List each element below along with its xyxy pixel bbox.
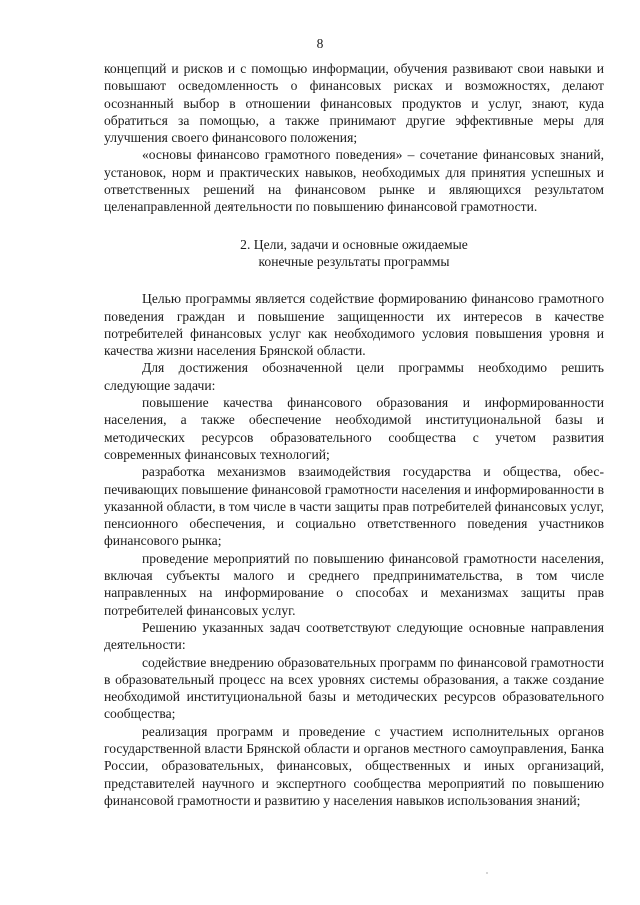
- paragraph-direction-programs: содействие внедрению образовательных программ по финансовой грамотности в образовательный процесс на всех уровнях системы образования, а также создание необходимой институциональной базы и методических ресурсов образовательного сообщества;: [104, 654, 604, 722]
- section-heading-line-1: 2. Цели, задачи и основные ожидаемые: [240, 236, 468, 252]
- paragraph-goal: Целью программы является содействие формированию финансово грамотного поведения граждан и повышение защищенности их интересов в качестве потребителей финансовых услуг как необходимого условия повышения уровня и качества жизни населения Брянской области.: [104, 291, 604, 359]
- paragraph-definition-continuation: концепций и рисков и с помощью информации, обучения развивают свои навыки и повышают осведомленность о финансовых рисках и возможностях, делают осознанный выбор в отношении финансовых продуктов и услуг, знают, куда обратиться за помощью, а также принимают другие эффективные меры для улучшения своего финансового положения;: [104, 61, 604, 146]
- paragraph-direction-implementation: реализация программ и проведение с участием исполнительных органов государственной власти Брянской области и органов местного самоуправления, Банка России, образовательных, финансовых, общественных и иных организаций, представителей научного и экспертного сообщества мероприятий по повышению финансовой грамотности и развитию у населения навыков использования знаний;: [104, 723, 604, 808]
- section-heading: [104, 236, 604, 271]
- paragraph-task-mechanisms: разработка механизмов взаимодействия государства и общества, обеспечивающих повышение финансовой грамотности населения и информированности в указанной области, в том числе в части защиты прав потребителей финансовых услуг, пенсионного обеспечения, и социально ответственного поведения участников финансового рынка;: [104, 464, 604, 549]
- section-heading-line-2: конечные результаты программы: [258, 253, 450, 269]
- document-body: [104, 60, 604, 809]
- paragraph-task-education: повышение качества финансового образования и информированности населения, а также обеспечение необходимой институциональной базы и методических ресурсов образовательного сообщества с учетом развития современных финансовых технологий;: [104, 395, 604, 462]
- paragraph-directions-intro: Решению указанных задач соответствуют следующие основные направления деятельности:: [104, 619, 604, 653]
- scan-speck: [486, 872, 488, 874]
- paragraph-definition-basics: «основы финансово грамотного поведения» – сочетание финансовых знаний, установок, норм и практических навыков, необходимых для принятия успешных и ответственных решений на финансовом рынке и являющихся результатом целенаправленной деятельности по повышению финансовой грамотности.: [104, 147, 604, 215]
- page-number: 8: [316, 36, 324, 51]
- paragraph-tasks-intro: Для достижения обозначенной цели программы необходимо решить следующие задачи:: [104, 360, 604, 393]
- paragraph-task-events: проведение мероприятий по повышению финансовой грамотности населения, включая субъекты малого и среднего предпринимательства, в том числе направленных на информирование о способах и механизмах защиты прав потребителей финансовых услуг.: [104, 550, 604, 618]
